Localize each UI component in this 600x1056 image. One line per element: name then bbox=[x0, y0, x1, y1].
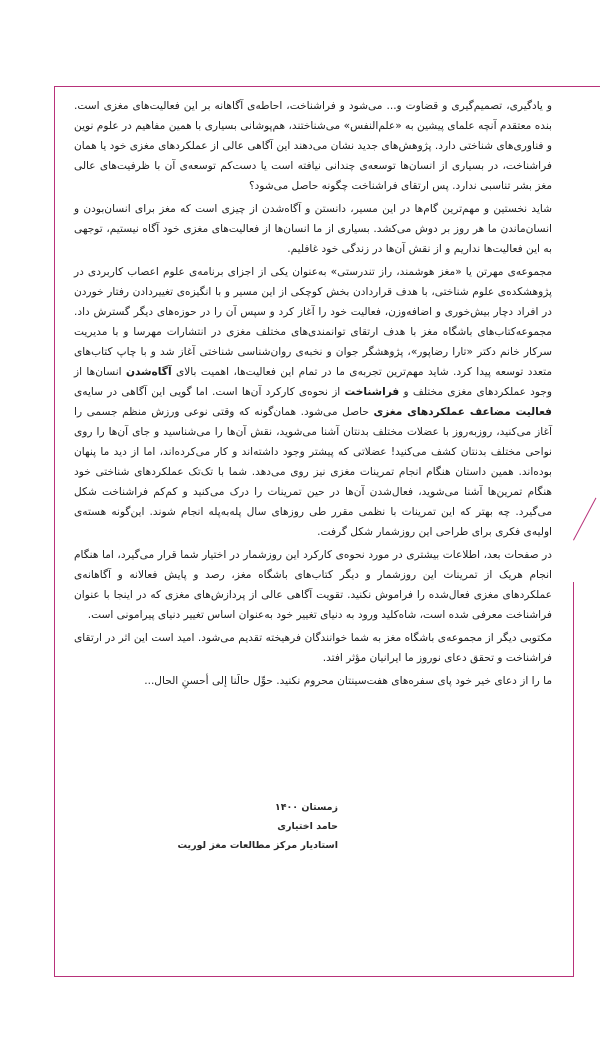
signature-name: حامد اختیاری bbox=[277, 821, 338, 832]
paragraph-2: شاید نخستین و مهم‌ترین گام‌ها در این مسیر، دانستن و آگاه‌شدن از چیزی است که مغز برای انسان‌بودن و انسان‌ماندن ما هر روز بر دوش می‌کشد. بسیاری از ما انسان‌ها از فعالیت‌های مغزی خود آگاه نیستیم، توجهی به این فعالیت‌ها نداریم و از نقش آن‌ها در زندگی خود غافلیم. bbox=[74, 203, 552, 255]
frame-border-left bbox=[54, 86, 55, 976]
paragraph-5: مکتوبی دیگر از مجموعه‌ی باشگاه مغز به شما خوانندگان فرهیخته تقدیم می‌شود. امید است این اثر در ارتقای فراشناخت و تحقق دعای نوروز ما ایرانیان مؤثر افتد. bbox=[74, 632, 552, 664]
paragraph-6: ما را از دعای خیر خود پای سفره‌های هفت‌سینتان محروم نکنید. حوِّل حالَنا إلی أحسنِ الحال... bbox=[144, 675, 552, 687]
frame-border-bottom bbox=[54, 976, 574, 977]
signature-title: استادیار مرکز مطالعات مغز لوریت bbox=[177, 840, 338, 851]
paragraph-1: و یادگیری، تصمیم‌گیری و قضاوت و... می‌شود و فراشناخت، احاطه‌ی آگاهانه بر این فعالیت‌های مغزی است. بنده معتقدم آنچه علمای پیشین به «علم‌النفس» می‌شناختند، هم‌پوشانی بسیاری با همین مفاهیم در علوم نوین و فناوری‌های شناختی دارد. پژوهش‌های جدید نشان می‌دهند این آگاهی عالی از عملکردهای مغزی خود یا همان فراشناخت، در بسیاری از انسان‌ها توسعه‌ی چندانی نیافته است یا دست‌کم توسعه‌ی آن با ظرفیت‌های عالی مغز بشر تناسبی ندارد. پس ارتقای فراشناخت چگونه حاصل می‌شود؟ bbox=[74, 100, 552, 192]
frame-border-right bbox=[573, 582, 574, 977]
paragraph-3 bbox=[74, 262, 552, 542]
bold-awareness: آگاه‌شدن bbox=[125, 366, 172, 378]
frame-border-top bbox=[54, 86, 600, 87]
signature-block bbox=[98, 798, 338, 855]
signature-date: زمستان ۱۴۰۰ bbox=[274, 802, 338, 813]
bold-metacognition: فراشناخت bbox=[344, 386, 400, 398]
article-body bbox=[74, 96, 552, 694]
paragraph-3-text-c: از نحوه‌ی کارکرد آن‌ها است. اما گویی این آگاهی در سایه‌ی bbox=[74, 386, 341, 398]
paragraph-4: در صفحات بعد، اطلاعات بیشتری در مورد نحوه‌ی کارکرد این روزشمار در اختیار شما قرار می‌گیرد، اما هنگام انجام هریک از تمرینات این روزشمار و دیگر کتاب‌های باشگاه مغز، رصد و پایش فعالانه و آگاهانه‌ی عملکردهای مغزی فعال‌شده را فراموش نکنید. تقویت آگاهی عالی از پردازش‌های مغزی که در اینجا با عنوان فراشناخت معرفی شده است، شاه‌کلید ورود به دنیای تغییر خود به‌عنوان اساس تغییر دنیای پیرامونی است. bbox=[74, 549, 552, 621]
frame-border-diagonal bbox=[573, 498, 596, 541]
paragraph-3-text-a: مجموعه‌ی مهرتن یا «مغز هوشمند، راز تندرستی» به‌عنوان یکی از اجزای برنامه‌ی علوم اعصاب کاربردی در پژوهشکده‌ی علوم شناختی، با هدف قراردادن بخش کوچکی از این مسیر و با انگیزه‌ی تغییردادن رفتار خوردن در افراد دچار بیش‌خوری و اضافه‌وزن، فعالیت خود را آغاز کرد و سپس آن را در حوزه‌های دیگر گسترش داد. مجموعه‌کتاب‌های باشگاه مغز با هدف ارتقای توانمندی‌های مختلف مغزی در انتشارات مهرسا و با مدیریت سرکار خانم دکتر «تارا رضاپور»، پژوهشگر جوان و نخبه‌ی روان‌شناسی شناختی آغاز شد و با چاپ کتاب‌های متعدد توسعه پیدا کرد. شاید مهم‌ترین تجربه‌ی ما در تمام این فعالیت‌ها، اهمیت بالای bbox=[74, 266, 553, 378]
paragraph-3-text-d: حاصل می‌شود. همان‌گونه که وقتی نوعی ورزش منظم جسمی را آغاز می‌کنید، روزبه‌روز با عضلات مختلف بدنتان آشنا می‌شوید، نقش آن‌ها را می‌شناسید و جای آن‌ها را روی نواحی مختلف بدنتان کشف می‌کنید! عضلاتی که پیشتر وجود داشته‌اند و کار می‌کرده‌اند، اما از دید ما پنهان بوده‌اند. همین داستان هنگام انجام تمرینات مغزی نیز روی می‌دهد. شما با تک‌تک عملکردهای شناختی خود هنگام تمرین‌ها آشنا می‌شوید، فعال‌شدن آن‌ها در حین تمرینات را درک می‌کنید و کم‌کم فراشناخت شکل می‌گیرد. چه بهتر که این تمرینات با نظمی مقرر طی روزهای سال پله‌به‌پله انجام شوند. این‌گونه هسته‌ی اولیه‌ی فکری برای طراحی این روزشمار شکل گرفت. bbox=[74, 406, 552, 538]
bold-double-activity: فعالیت مضاعف عملکردهای مغزی bbox=[373, 406, 552, 418]
paragraph-3-text-b: انسان‌ها از وجود عملکردهای مغزی مختلف و bbox=[74, 366, 553, 398]
